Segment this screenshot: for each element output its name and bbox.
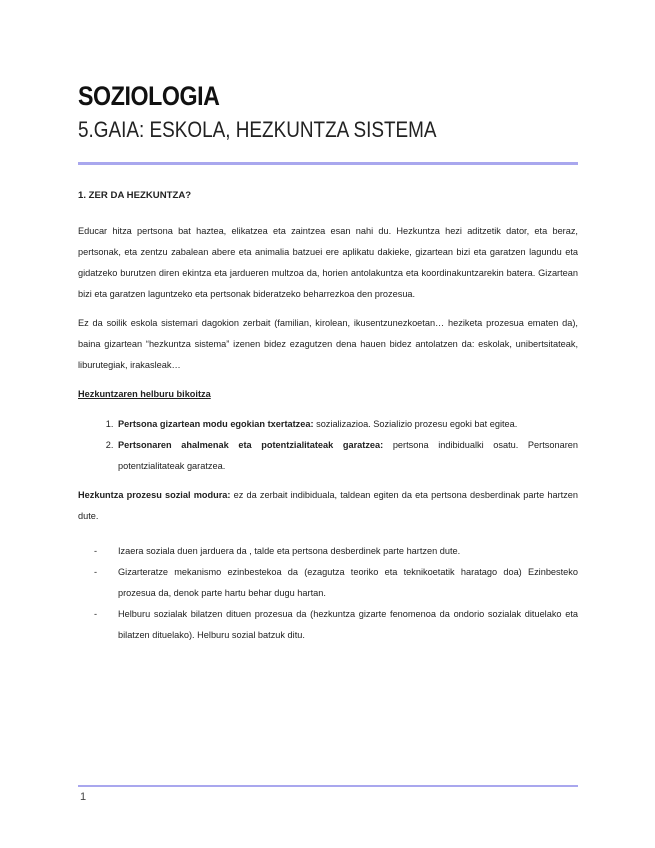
list-item xyxy=(94,541,578,562)
paragraph-social-process xyxy=(78,485,578,527)
social-text: ez da zerbait indibiduala, taldean egiten da eta pertsona desberdinak parte hartzen dute. xyxy=(78,490,578,521)
page-number: 1 xyxy=(80,791,87,803)
paragraph-scope: Ez da soilik eskola sistemari dagokion zerbait (familian, kirolean, ikusentzunezkoetan… heziketa prozesua ematen da), baina gizartean “hezkuntza sistema” izenen bidez ezagutzen dena hauen bidez antolatzen da: eskolak, unibertsitateak, liburutegiak, irakasleak… xyxy=(78,318,578,370)
list-item-text: Gizarteratze mekanismo ezinbestekoa da (ezagutza teoriko eta teknikoetatik haratago doa) Ezinbesteko prozesua da, denok parte hartu behar dugu hartan. xyxy=(118,567,578,598)
list-item xyxy=(94,604,578,646)
goal-text: pertsona indibidualki osatu. Pertsonaren potentzialitateak garatzea. xyxy=(118,440,578,471)
list-item-text: Helburu sozialak bilatzen dituen prozesua da (hezkuntza gizarte fenomenoa da ondorio sozialak dituelako eta bilatzen dituelako). Helburu sozial batzuk ditu. xyxy=(118,609,578,640)
document-body xyxy=(78,187,578,646)
goal-item xyxy=(116,435,578,477)
list-item-text: Izaera soziala duen jarduera da , talde eta pertsona desberdinek parte hartzen dute. xyxy=(118,546,461,556)
footer-divider xyxy=(78,785,578,787)
dash-bullet: - xyxy=(94,567,98,577)
goal-item xyxy=(116,414,578,435)
header-divider xyxy=(78,162,578,165)
dash-bullet: - xyxy=(94,609,98,619)
section-heading: 1. ZER DA HEZKUNTZA? xyxy=(78,190,192,201)
document-subtitle: 5.GAIA: ESKOLA, HEZKUNTZA SISTEMA xyxy=(78,117,437,142)
goal-lead: Pertsona gizartean modu egokian txertatzea: xyxy=(118,419,314,429)
dash-bullet: - xyxy=(94,546,98,556)
goal-text: sozializazioa. Sozializio prozesu egoki bat egitea. xyxy=(313,419,518,429)
social-points-list xyxy=(78,541,578,646)
goals-list xyxy=(78,414,578,477)
document-title: SOZIOLOGIA xyxy=(78,81,220,111)
social-lead: Hezkuntza prozesu sozial modura: xyxy=(78,490,231,500)
paragraph-definition: Educar hitza pertsona bat haztea, elikatzea eta zaintzea esan nahi du. Hezkuntza hezi aditzetik dator, eta beraz, pertsonak, eta zentzu zabalean abere eta animalia batzuei ere aplikatu dakieke, gizartean bizi eta garatzen lagundu eta gidatzeko burutzen diren ekintza eta jardueren multzoa da, horien antolakuntza eta koordinakuntzarekin batera. Gizartean bizi eta garatzen laguntzeko eta pertsonak bideratzeko beharrezkoa den prozesua. xyxy=(78,226,578,299)
subheading-goals: Hezkuntzaren helburu bikoitza xyxy=(78,389,211,399)
goal-lead: Pertsonaren ahalmenak eta potentzialitateak garatzea: xyxy=(118,440,384,450)
list-item xyxy=(94,562,578,604)
